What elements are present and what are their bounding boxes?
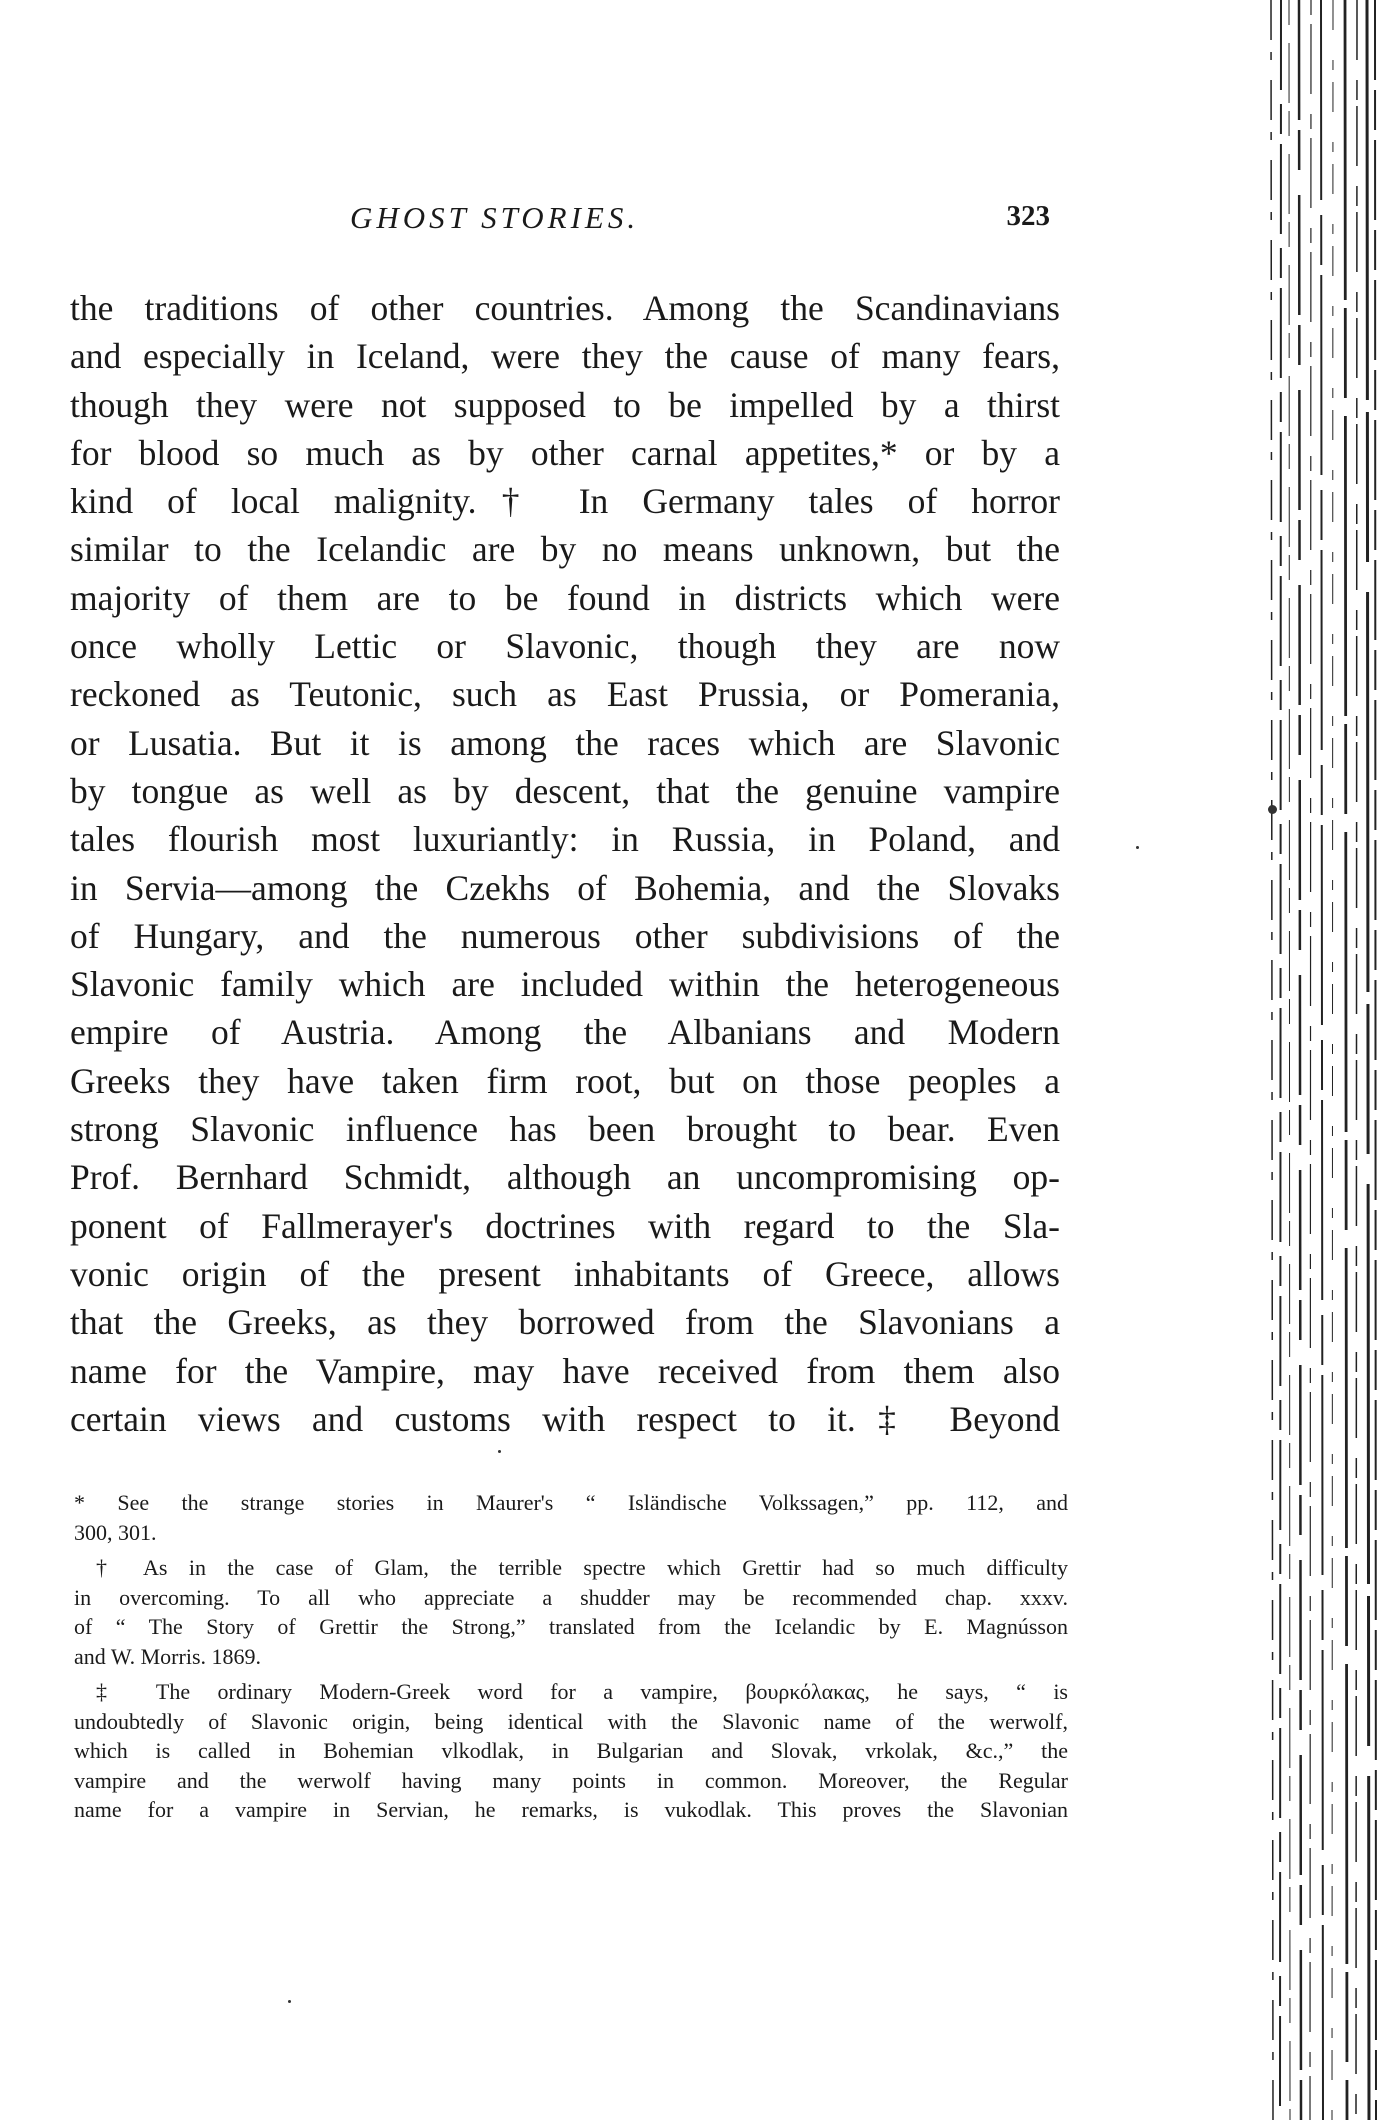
body-line: kind of local malignity.† In Germany tales of horror	[70, 481, 1060, 522]
body-line: tales flourish most luxuriantly: in Russia, in Poland, and	[70, 819, 1060, 860]
running-title: GHOST STORIES.	[350, 200, 640, 235]
body-line: for blood so much as by other carnal appetites,* or by a	[70, 432, 1060, 473]
body-line: the traditions of other countries. Among the Scandinavians	[70, 288, 1060, 328]
footnote-3-line: undoubtedly of Slavonic origin, being identical with the Slavonic name of the werwolf,	[74, 1708, 1068, 1734]
page-number: 323	[1006, 200, 1050, 232]
footnote-2-line: in overcoming. To all who appreciate a shudder may be recommended chap. xxxv.	[74, 1584, 1068, 1610]
body-line: or Lusatia. But it is among the races which are Slavonic	[70, 722, 1060, 763]
footnote-3-line: name for a vampire in Servian, he remarks, is vukodlak. This proves the Slavonian	[74, 1797, 1068, 1822]
footnote-3-line: vampire and the werwolf having many points in common. Moreover, the Regular	[74, 1767, 1068, 1793]
footnote-3-line: ‡ The ordinary Modern-Greek word for a vampire, βουρκόλακας, he says, “ is	[96, 1679, 1068, 1704]
page-header	[70, 200, 1050, 244]
body-line: empire of Austria. Among the Albanians and Modern	[70, 1012, 1060, 1053]
body-line: by tongue as well as by descent, that the genuine vampire	[70, 770, 1060, 811]
body-text	[70, 284, 1060, 1443]
footnote-3-line: which is called in Bohemian vlkodlak, in Bulgarian and Slovak, vrkolak, &c.,” the	[74, 1738, 1068, 1763]
footnotes	[74, 1488, 1068, 1825]
body-line: of Hungary, and the numerous other subdivisions of the	[70, 915, 1060, 956]
body-line: Prof. Bernhard Schmidt, although an uncompromising op-	[70, 1157, 1060, 1198]
body-line: though they were not supposed to be impelled by a thirst	[70, 384, 1060, 425]
footnote-1-line: * See the strange stories in Maurer's “ Isländische Volkssagen,” pp. 112, and	[74, 1490, 1068, 1515]
footnote-2-line: † As in the case of Glam, the terrible spectre which Grettir had so much difficulty	[96, 1555, 1068, 1580]
speck-mark	[288, 2000, 291, 2003]
body-line: reckoned as Teutonic, such as East Prussia, or Pomerania,	[70, 674, 1060, 715]
speck-mark	[1136, 846, 1139, 849]
body-line: vonic origin of the present inhabitants of Greece, allows	[70, 1253, 1060, 1294]
body-line: once wholly Lettic or Slavonic, though they are now	[70, 626, 1060, 667]
scanned-binding-edge	[1259, 0, 1379, 2120]
body-line: that the Greeks, as they borrowed from the Slavonians a	[70, 1302, 1060, 1343]
body-line: Slavonic family which are included within the heterogeneous	[70, 964, 1060, 1005]
body-line: majority of them are to be found in districts which were	[70, 577, 1060, 618]
body-line: strong Slavonic influence has been brought to bear. Even	[70, 1109, 1060, 1150]
footnote-1-line: 300, 301.	[74, 1519, 157, 1545]
footnote-2-line: and W. Morris. 1869.	[74, 1643, 261, 1669]
speck-mark	[1268, 805, 1277, 814]
body-line: in Servia—among the Czekhs of Bohemia, and the Slovaks	[70, 867, 1060, 908]
body-line: Greeks they have taken firm root, but on those peoples a	[70, 1060, 1060, 1101]
body-line: similar to the Icelandic are by no means unknown, but the	[70, 529, 1060, 570]
footnote-2-line: of “ The Story of Grettir the Strong,” translated from the Icelandic by E. Magnússon	[74, 1614, 1068, 1639]
body-line: and especially in Iceland, were they the cause of many fears,	[70, 336, 1060, 377]
body-line: ponent of Fallmerayer's doctrines with regard to the Sla-	[70, 1205, 1060, 1246]
body-line: certain views and customs with respect to it.‡ Beyond	[70, 1398, 1060, 1439]
speck-mark	[498, 1450, 501, 1453]
body-line: name for the Vampire, may have received from them also	[70, 1350, 1060, 1391]
